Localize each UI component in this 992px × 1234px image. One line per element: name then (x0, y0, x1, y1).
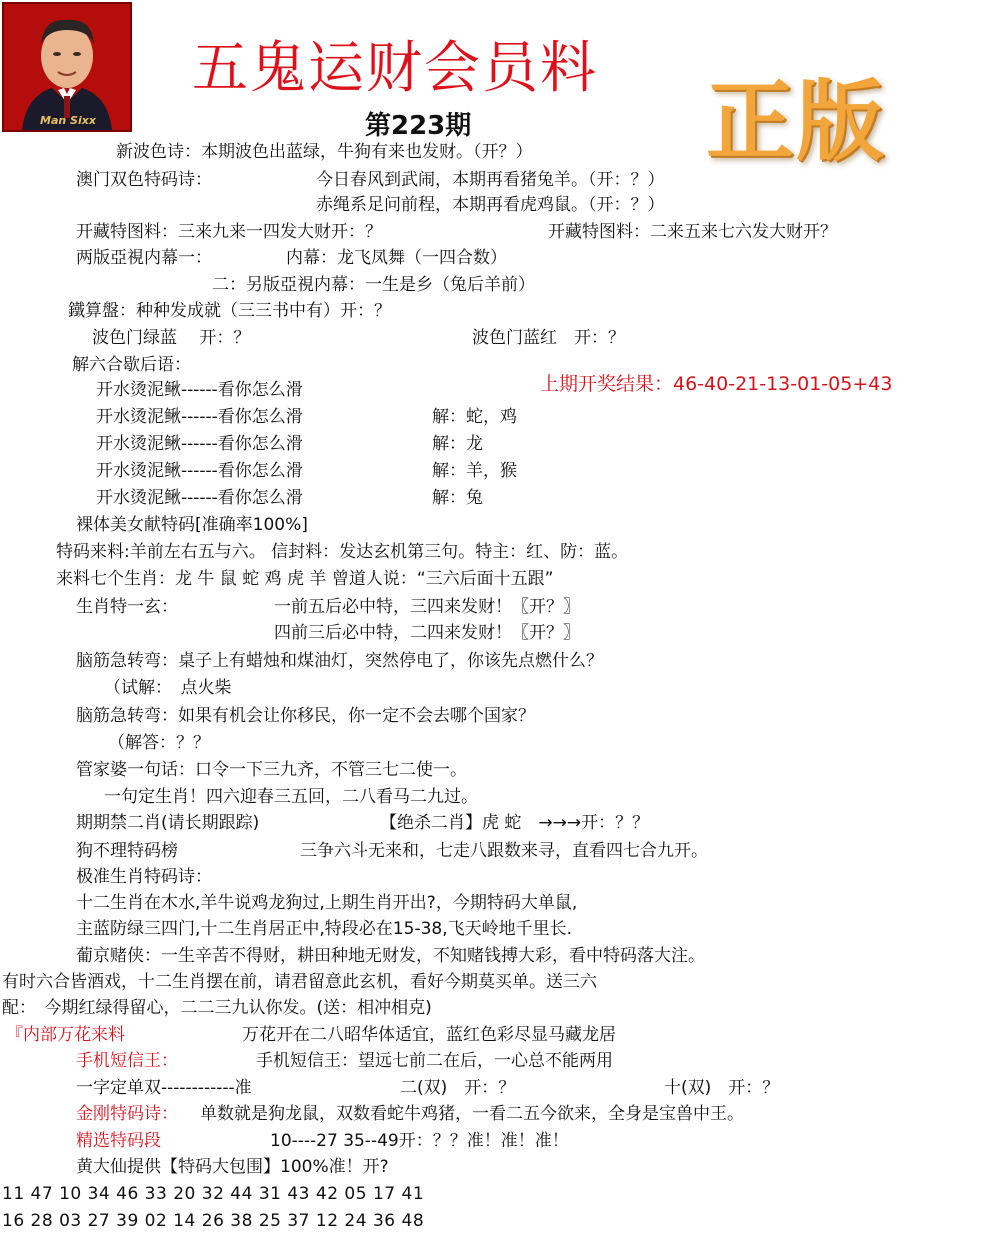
number-row-2: 16 28 03 27 39 02 14 26 38 25 37 12 24 36 48 (2, 1211, 425, 1231)
goubuli-content: 三争六斗无来和，七走八跟数来寻，直看四七合九开。 (300, 841, 708, 861)
zodiac-poem-label: 极准生肖特码诗： (76, 867, 212, 887)
kaizang-chart-right: 开藏特图料：二来五来七六发大财开？ (548, 222, 837, 242)
selected-range-content: 10----27 35--49开：？？准！准！准！ (270, 1131, 569, 1151)
zodiac-mystery-label: 生肖特一玄： (76, 597, 178, 617)
seven-zodiacs: 来料七个生肖：龙 牛 鼠 蛇 鸡 虎 羊 曾道人说：“三六后面十五跟” (56, 569, 554, 589)
riddle-answer-2: 解：蛇，鸡 (432, 407, 517, 427)
macau-two-color-line-2: 赤绳系足问前程，本期再看虎鸡鼠。（开：？） (316, 195, 665, 215)
zodiac-poem-line-2: 主蓝防绿三四门,十二生肖居正中,特段必在15-38,飞天岭地千里长. (76, 919, 573, 939)
photo-caption: Man Sixx (40, 114, 96, 127)
riddle-line-5: 开水烫泥鳅------看你怎么滑 (96, 488, 303, 508)
ban-two-zodiacs-label: 期期禁二肖(请长期跟踪) (76, 813, 260, 833)
riddle-line-3: 开水烫泥鳅------看你怎么滑 (96, 434, 303, 454)
housekeeper-line: 管家婆一句话：口令一下三九齐，不管三七二使一。 (76, 760, 467, 780)
odd-even-pick-1: 二(双) 开：？ (400, 1078, 516, 1098)
wave-gate-green-blue: 波色门绿蓝 开：？ (92, 328, 251, 348)
vajra-poem-label: 金刚特码诗： (76, 1104, 178, 1124)
riddle-answer-4: 解：羊，猴 (432, 461, 517, 481)
wave-gate-blue-red: 波色门蓝红 开：？ (472, 328, 625, 348)
one-sentence-zodiac: 一句定生肖！四六迎春三五回，二八看马二九过。 (104, 787, 478, 807)
page-title: 五鬼运财会员料 (192, 36, 598, 101)
casino-hero-line: 葡京赌侠：一生辛苦不得财，耕田种地无财发，不知赌钱搏大彩，看中特码落大注。 (76, 946, 705, 966)
riddle-answer-5: 解：兔 (432, 488, 483, 508)
riddle-line-2: 开水烫泥鳅------看你怎么滑 (96, 407, 303, 427)
sms-king-content: 手机短信王：望远七前二在后，一心总不能两用 (256, 1051, 613, 1071)
brain-teaser-2-answer: （解答：？？ (108, 733, 210, 753)
wanhua-label: 『内部万花来料 (6, 1025, 125, 1045)
wong-tai-sin-line: 黄大仙提供【特码大包围】100%准！开? (76, 1157, 389, 1177)
brain-teaser-1: 脑筋急转弯：桌子上有蜡烛和煤油灯，突然停电了，你该先点燃什么？ (76, 651, 603, 671)
atv-other-version: 二：另版亞視内幕：一生是乡（兔后羊前） (212, 275, 535, 295)
zodiac-mystery-line-2: 四前三后必中特，二四来发财！〖开？〗 (274, 623, 580, 643)
brain-teaser-1-answer: （试解： 点火柴 (104, 678, 232, 698)
riddle-line-4: 开水烫泥鳅------看你怎么滑 (96, 461, 303, 481)
portrait-photo (2, 2, 132, 132)
iron-abacus: 鐵算盤：种种发成就（三三书中有）开：？ (68, 301, 391, 321)
wave-color-poem: 新波色诗：本期波色出蓝绿，牛狗有来也发财。（开？） (116, 142, 533, 162)
vajra-poem-content: 单数就是狗龙鼠，双数看蛇牛鸡猪，一看二五今欲来，全身是宝兽中王。 (200, 1104, 744, 1124)
zodiac-poem-line-1: 十二生肖在木水,羊牛说鸡龙狗过,上期生肖开出?，今期特码大单鼠, (76, 893, 578, 913)
zodiac-mystery-line-1: 一前五后必中特，三四来发财！〖开？〗 (274, 597, 580, 617)
macau-two-color-label: 澳门双色特码诗： (76, 170, 212, 190)
casino-hero-line-2: 有时六合皆酒戏，十二生肖摆在前，请君留意此玄机，看好今期莫买单。送三六 (2, 972, 597, 992)
ban-two-zodiacs-content: 【绝杀二肖】虎 蛇 →→→开：？？ (380, 813, 650, 833)
sms-king-label: 手机短信王： (76, 1051, 178, 1071)
authentic-stamp: 正版 (706, 70, 887, 173)
kaizang-chart-left: 开藏特图料：三来九来一四发大财开：？ (76, 222, 382, 242)
riddle-answer-3: 解：龙 (432, 434, 483, 454)
riddle-line-1: 开水烫泥鳅------看你怎么滑 (96, 380, 303, 400)
odd-even-pick-2: 十(双) 开：？ (664, 1078, 780, 1098)
macau-two-color-line-1: 今日春风到武闹，本期再看猪兔羊。（开：？） (316, 170, 665, 190)
riddle-section-label: 解六合歇后语： (72, 355, 191, 375)
selected-range-label: 精选特码段 (76, 1131, 161, 1151)
goubuli-label: 狗不理特码榜 (76, 841, 178, 861)
last-draw-result: 上期开奖结果：46-40-21-13-01-05+43 (540, 373, 893, 395)
issue-number: 第223期 (365, 111, 472, 141)
accuracy-line: 裸体美女献特码[准确率100%] (76, 515, 308, 535)
special-code-source: 特码来料:羊前左右五与六。 信封料：发达玄机第三句。特主：红、防：蓝。 (56, 542, 629, 562)
odd-even-label: 一字定单双------------准 (76, 1078, 252, 1098)
atv-inside-content: 内幕：龙飞凤舞（一四合数） (286, 248, 507, 268)
casino-hero-line-3: 配： 今期红绿得留心，二二三九认你发。(送：相冲相克) (2, 998, 432, 1018)
number-row-1: 11 47 10 34 46 33 20 32 44 31 43 42 05 17 41 (2, 1184, 425, 1204)
atv-inside-label: 两版亞視内幕一： (76, 248, 212, 268)
brain-teaser-2: 脑筋急转弯：如果有机会让你移民，你一定不会去哪个国家？ (76, 706, 535, 726)
wanhua-content: 万花开在二八昭华体适宜，蓝红色彩尽显马藏龙居 (242, 1025, 616, 1045)
